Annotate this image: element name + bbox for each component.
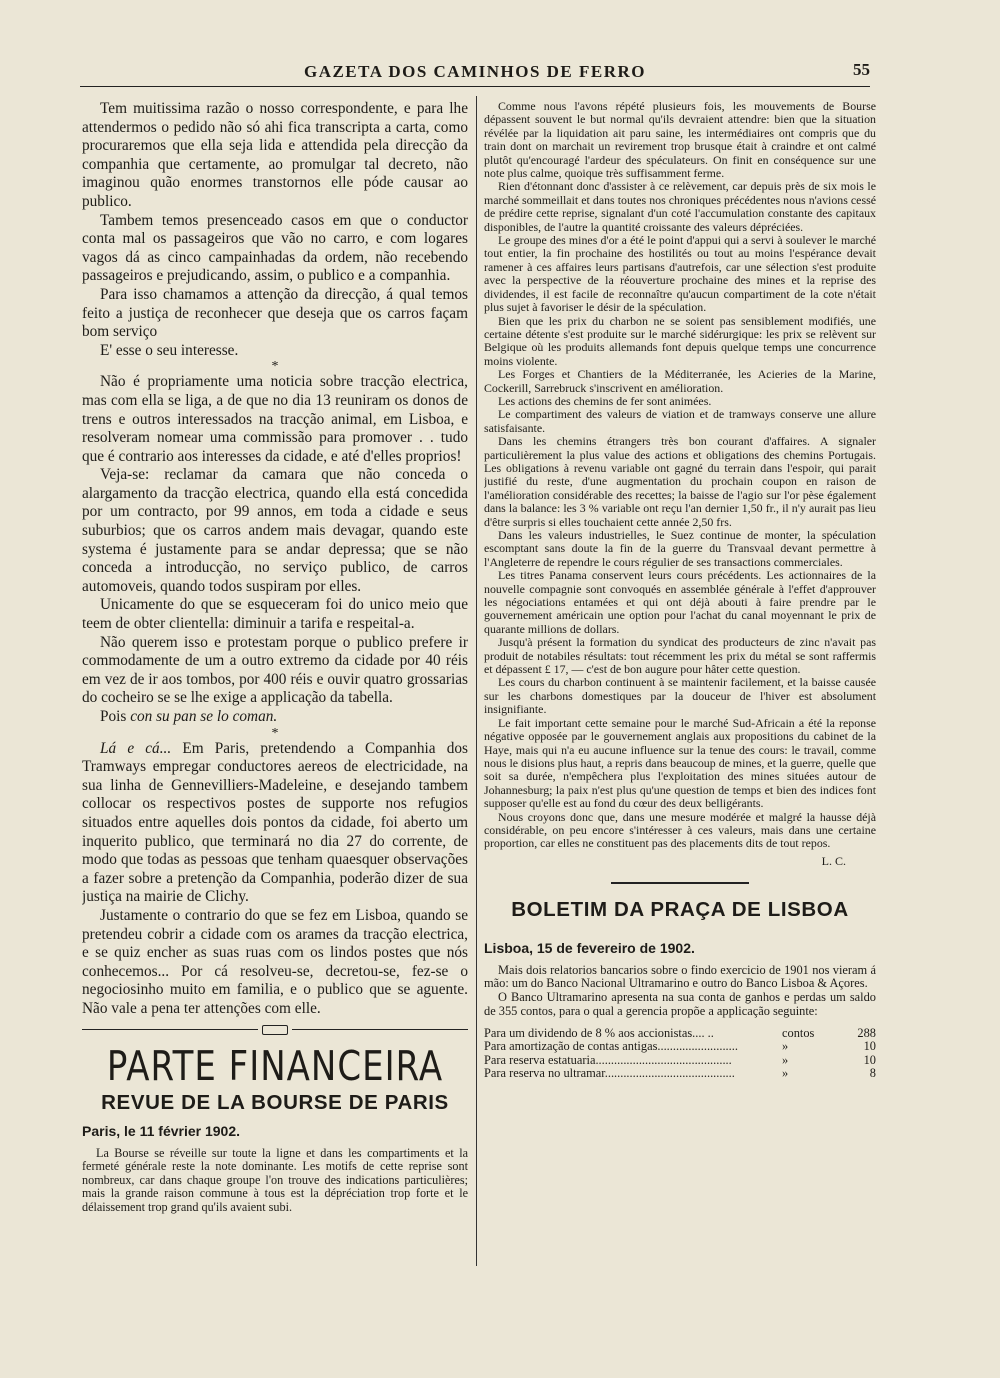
allocation-label: Para um dividendo de 8 % aos accionistas.... .. bbox=[484, 1026, 714, 1040]
table-row bbox=[484, 1040, 876, 1054]
table-row bbox=[484, 1054, 876, 1068]
financial-dateline: Paris, le 11 février 1902. bbox=[82, 1122, 241, 1139]
paragraph: La Bourse se réveille sur toute la ligne et dans les compartiments et la fermeté générale reste la note dominante. Les motifs de cette reprise sont nombreux, car dans chaque groupe l'on trouve des indications particulières; mais la grande raison commune à tous est la dépréciation trop forte et le délaissement trop grand qu'ils avaient subi. bbox=[82, 1145, 468, 1214]
financial-subtitle: REVUE DE LA BOURSE DE PARIS bbox=[101, 1090, 449, 1114]
paragraph: Les Forges et Chantiers de la Méditerranée, les Acieries de la Marine, Cockerill, Sarrebruck s'inscrivent en amélioration. bbox=[484, 367, 876, 395]
divider-bar bbox=[82, 1029, 258, 1031]
allocation-unit: » bbox=[782, 1039, 789, 1054]
paragraph: Dans les chemins étrangers très bon courant d'affaires. A signaler particulièrement la plus value des actions et obligations des chemins Portugais. Les obligations à revenu variable ont gagné du terrain dans l'espoir, qui parait justifié du reste, d'une augmentation du prochain coupon en raison de l'amélioration considérable des recettes; la baisse de l'agio sur l'or pèse également dans la balance: les 3 % variable ont reçu l'an dernier 1,50 fr., il n'y aurait pas lieu d'être surpris si elles touchaient cette année 2,50 frs. bbox=[484, 434, 876, 529]
paragraph: Tambem temos presenceado casos em que o conductor conta mal os passageiros que vão no carro, e com logares vagos dá as cinco campainhadas da ordem, não recebendo passageiros e prejudicando, assim, o publico e a companhia. bbox=[82, 211, 468, 285]
paragraph: Jusqu'à présent la formation du syndicat des producteurs de zinc n'avait pas produit de notabiles résultats: tout récemment les prix du métal se sont raffermis et dépassent £ 17, — c'est de bon augure pour hâter cette question. bbox=[484, 635, 876, 677]
paragraph: Dans les valeurs industrielles, le Suez continue de monter, la spéculation escomptant sans doute la fin de la guerre du Transvaal devant permettre à l'Angleterre de rependre le cours régulier de ses transactions commerciales. bbox=[484, 528, 876, 569]
page-header bbox=[80, 52, 870, 87]
publication-title: GAZETA DOS CAMINHOS DE FERRO bbox=[303, 62, 647, 81]
allocation-value: 10 bbox=[863, 1039, 876, 1054]
paragraph: Bien que les prix du charbon ne se soient pas sensiblement modifiés, une certaine détente s'est produite sur le marché sidérurgique: les prix se relèvent sur Belgique où les produits allemands font depuis quelque temps une concurrence moins violente. bbox=[484, 313, 876, 368]
allocation-label: Para reserva no ultramar.......................................... bbox=[484, 1067, 735, 1081]
paragraph: E' esse o seu interesse. bbox=[100, 341, 239, 359]
boletim-title: BOLETIM DA PRAÇA DE LISBOA bbox=[511, 897, 849, 921]
boletim-dateline: Lisboa, 15 de fevereiro de 1902. bbox=[484, 939, 695, 956]
left-column bbox=[82, 100, 468, 1272]
divider-bar bbox=[292, 1029, 468, 1031]
ornamental-divider bbox=[82, 1025, 468, 1035]
allocation-label: Para amortização de contas antigas.......................... bbox=[484, 1040, 738, 1054]
paragraph: Les titres Panama conservent leurs cours précédents. Les actionnaires de la nouvelle compagnie sont convoqués en assemblée générale à l'effet d'approuver les négociations entamées et qui ont déjà abouti à faire prendre par le gouvernement américain une option pour l'achat du canal moyennant le prix de quarante millions de dollars. bbox=[484, 568, 876, 636]
allocation-table bbox=[484, 1027, 876, 1081]
allocation-unit: » bbox=[782, 1066, 789, 1081]
table-row bbox=[484, 1027, 876, 1041]
allocation-value: 8 bbox=[869, 1066, 876, 1081]
paragraph: Le fait important cette semaine pour le marché Sud-Africain a été la reponse négative opposée par le gouvernement anglais aux propositions du cabinet de la Haye, mais qui n'a eu aucune influence sur la tenue des cours: le travail, comme nous le disions plus haut, a repris dans beaucoup de mines, et la guerre, quelle que soit sa durée, n'empêchera plus l'exploitation des mines situées autour de Johannesburg; la paix n'est plus qu'une question de temps et bien des indices font supposer qu'elle est au fond du cœur des deux belligérants. bbox=[484, 715, 876, 811]
paragraph: Rien d'étonnant donc d'assister à ce relèvement, car depuis près de six mois le marché sommeillait et dans toutes nos chroniques précédentes nous n'avions cessé de prédire cette reprise, signalant d'un coté l'accumulation constante des capitaux disponibles, de l'autre la quantité croissante des valeurs dépréciées. bbox=[484, 179, 876, 234]
paragraph: Não querem isso e protestam porque o publico prefere ir commodamente de um a outro extremo da cidade por 40 réis em vez de ir aos tombos, por 400 réis e ouvir quatro grossarias do cocheiro se se lhe exige a applicação da tabella. bbox=[82, 633, 468, 707]
allocation-unit: » bbox=[782, 1052, 789, 1067]
paragraph: Le compartiment des valeurs de viation et de tramways conserve une allure satisfaisante. bbox=[484, 407, 876, 435]
paragraph: Tem muitissima razão o nosso correspondente, e para lhe attendermos o pedido não só ahi fica transcripta a carta, como procuraremos que ella seja lida e attendida pela direcção da companhia que certamente, ao promulgar tal decreto, não imaginou quão enormes transtornos elle póde causar ao publico. bbox=[82, 100, 468, 210]
paragraph: Comme nous l'avons répété plusieurs fois, les mouvements de Bourse dépassent souvent le but normal qu'ils devraient attendre: bien que la situation révélée par la liquidation ait paru saine, les intermédiaires ont compris que du train dont on marchait un revirement trop brusque était à craindre et ont calmé plutôt qu'encouragé l'ardeur des spéculateurs. On finit en conséquence sur une note plus calme, quoique très suffisamment ferme. bbox=[484, 100, 876, 181]
paragraph: Veja-se: reclamar da camara que não conceda o alargamento da tracção electrica, quando ella está concedida por um contracto, por 99 annos, em toda a cidade e seus suburbios; que os carros andem mais devagar, quando este systema é justamente para se andar depressa; que se não conceda a introducção, no serviço publico, de carros automoveis, quando todos suspiram por elles. bbox=[82, 466, 468, 595]
section-rule bbox=[611, 882, 749, 884]
closing-prefix: Pois bbox=[100, 708, 131, 725]
financial-section-title: PARTE FINANCEIRA bbox=[106, 1042, 444, 1091]
column-divider bbox=[476, 96, 477, 1266]
paragraph: Justamente o contrario do que se fez em Lisboa, quando se pretendeu cobrir a cidade com os arames da tracção electrica, e se quiz encher as suas ruas com os lindos postes que nós conhecemos... Por cá resolveu-se, decretou-se, fez-se o negociosinho muito em familia, e o publico que se aguente. Não vale a pena ter attenções com elle. bbox=[82, 906, 468, 1017]
paragraph: O Banco Ultramarino apresenta na sua conta de ganhos e perdas um saldo de 355 contos, para o qual a gerencia propõe a applicação seguinte: bbox=[484, 990, 876, 1018]
paragraph: Nous croyons donc que, dans une mesure modérée et malgré la hausse déjà considérable, on peu encore s'intéresser à ces valeurs, mais dans une certaine proportion, car elles ne constituent pas des placements dits de tout repos. bbox=[484, 809, 876, 851]
closing-line bbox=[82, 708, 468, 727]
right-column bbox=[484, 100, 876, 1272]
paragraph: Les actions des chemins de fer sont animées. bbox=[498, 393, 712, 408]
section-separator: * bbox=[271, 359, 279, 375]
paragraph: Para isso chamamos a attenção da direcção, á qual temos feito a justiça de reconhecer que deseja que os carros façam bom serviço bbox=[82, 285, 468, 341]
ornament-icon bbox=[262, 1025, 288, 1035]
author-signature: L. C. bbox=[821, 853, 846, 868]
paragraph-text: Em Paris, pretendendo a Companhia dos Tramways empregar conductores aereos de electricidade, na sua linha de Gennevilliers-Madeleine, e desejando tambem collocar os respectivos postes de supporte nos refugios situados entre aquelles dois pontos da cidade, foi aberto um inquerito publico, que terminará no dia 27 do corrente, de modo que todas as pessoas que tenham quaesquer observações a fazer sobre a pretenção da Companhia, poderão dizer de sua justiça na mairie de Clichy. bbox=[82, 739, 468, 906]
closing-proverb: con su pan se lo coman. bbox=[130, 708, 278, 725]
paragraph: Les cours du charbon continuent à se maintenir facilement, et la baisse causée sur les charbons domestiques par la douceur de l'hiver est absolument insignifiante. bbox=[484, 675, 876, 717]
paragraph: Le groupe des mines d'or a été le point d'appui qui a servi à soulever le marché tout entier, la fin prochaine des hostilités ou tout au moins l'espérance devait ramener à ces affaires leurs partisans d'autrefois, car une sélection s'est produite avec la perspective de la réouverture prochaine des mines et la reprise des dividendes, il est facile de reconnaître qu'aucun compartiment de la cote n'était plus sujet à favoriser le désir de la spéculation. bbox=[484, 233, 876, 315]
paragraph: Unicamente do que se esqueceram foi do unico meio que teem de obter clientella: diminuir a tarifa e respeital-a. bbox=[82, 596, 468, 633]
allocation-unit: contos bbox=[782, 1025, 815, 1040]
italic-lead: Lá e cá... bbox=[100, 739, 172, 757]
paragraph bbox=[82, 740, 468, 907]
table-row bbox=[484, 1067, 876, 1081]
allocation-label: Para reserva estatuaria............................................ bbox=[484, 1053, 732, 1067]
section-separator: * bbox=[271, 725, 279, 741]
paragraph: Mais dois relatorios bancarios sobre o findo exercicio de 1901 nos vieram á mão: um do Banco Nacional Ultramarino e outro do Banco Lisboa & Açores. bbox=[484, 962, 876, 991]
allocation-value: 288 bbox=[857, 1025, 876, 1040]
paragraph: Não é propriamente uma noticia sobre tracção electrica, mas com ella se liga, a de que no dia 13 reuniram os donos de trens e outros interessados na tracção animal, em Lisboa, e resolveram nomear uma commissão para promover . . tudo que é contrario aos interesses da cidade, e até d'elles proprios! bbox=[82, 373, 468, 465]
page-number: 55 bbox=[853, 60, 870, 79]
allocation-value: 10 bbox=[863, 1052, 876, 1067]
